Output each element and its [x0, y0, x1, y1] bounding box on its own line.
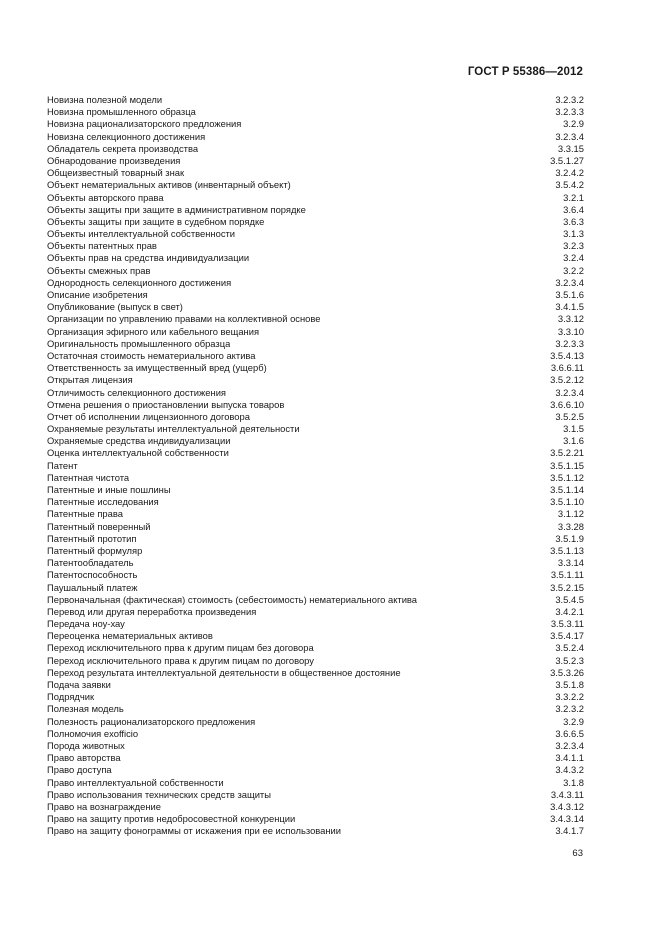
- index-entry: [47, 423, 584, 435]
- index-entry: [47, 569, 584, 581]
- page-number: 63: [572, 848, 583, 859]
- index-reference: 3.1.8: [563, 776, 584, 788]
- index-entry: [47, 521, 584, 533]
- index-reference: 3.5.2.4: [555, 642, 584, 654]
- index-reference: 3.2.3.4: [555, 386, 584, 398]
- index-reference: 3.5.1.9: [555, 532, 584, 544]
- index-entry: [47, 301, 584, 313]
- index-entry: [47, 813, 584, 825]
- index-entry: [47, 716, 584, 728]
- index-term: Объекты защиты при защите в судебном порядке: [47, 215, 265, 227]
- index-reference: 3.5.2.21: [550, 447, 584, 459]
- index-entry: [47, 228, 584, 240]
- index-entry: [47, 143, 584, 155]
- index-entry: [47, 192, 584, 204]
- index-entry: [47, 606, 584, 618]
- index-reference: 3.5.1.10: [550, 496, 584, 508]
- index-term: Объекты прав на средства индивидуализации: [47, 252, 250, 264]
- index-entry: [47, 411, 584, 423]
- index-reference: 3.5.1.11: [550, 569, 584, 581]
- index-entry: [47, 764, 584, 776]
- index-entry: [47, 642, 584, 654]
- index-entry: [47, 179, 584, 191]
- index-entry: [47, 691, 584, 703]
- index-entry: [47, 277, 584, 289]
- index-term: Патентоспособность: [47, 569, 138, 581]
- index-reference: 3.2.3.3: [555, 337, 584, 349]
- index-entry: [47, 496, 584, 508]
- index-term: Переход результата интеллектуальной деятельности в общественное достояние: [47, 666, 401, 678]
- index-entry: [47, 204, 584, 216]
- index-entry: [47, 350, 584, 362]
- index-term: Право авторства: [47, 752, 121, 764]
- index-entry: [47, 777, 584, 789]
- index-reference: 3.3.28: [557, 520, 584, 532]
- index-term: Подача заявки: [47, 679, 111, 690]
- index-term: Переход исключительного прва к другим пицам без договора: [47, 642, 314, 654]
- index-reference: 3.4.3.2: [555, 764, 584, 776]
- index-term: Передача ноу-хау: [47, 618, 125, 630]
- index-entry: [47, 155, 584, 167]
- index-reference: 3.1.6: [563, 435, 584, 447]
- index-reference: 3.3.10: [557, 325, 584, 337]
- index-reference: 3.2.3.4: [555, 739, 584, 751]
- index-entry: [47, 630, 584, 642]
- index-reference: 3.5.4.13: [550, 349, 584, 361]
- index-entry: [47, 618, 584, 630]
- index-term: Новизна рационализаторского предложения: [47, 118, 242, 130]
- index-term: Объекты защиты при защите в административном порядке: [47, 203, 306, 215]
- index-term: Новизна полезной модели: [47, 94, 163, 105]
- index-term: Порода животных: [47, 739, 125, 751]
- index-reference: 3.5.2.3: [555, 654, 584, 666]
- index-entry: [47, 679, 584, 691]
- index-reference: 3.6.6.11: [550, 362, 584, 374]
- index-entry: [47, 313, 584, 325]
- index-term: Оценка интеллектуальной собственности: [47, 447, 229, 459]
- index-term: Объекты интеллектуальной собственности: [47, 228, 236, 240]
- index-term: Право на вознаграждение: [47, 800, 161, 812]
- index-term: Общеизвестный товарный знак: [47, 167, 185, 179]
- index-reference: 3.1.3: [563, 228, 584, 240]
- index-entry: [47, 338, 584, 350]
- index-entry: [47, 825, 584, 837]
- index-reference: 3.4.3.11: [550, 788, 584, 800]
- index-reference: 3.4.1.7: [555, 825, 584, 837]
- index-term: Объект нематериальных активов (инвентарный объект): [47, 179, 291, 191]
- index-reference: 3.5.4.2: [555, 179, 584, 191]
- index-reference: 3.5.1.6: [555, 289, 584, 300]
- index-reference: 3.5.4.5: [555, 593, 584, 605]
- index-reference: 3.2.1: [563, 191, 584, 203]
- index-term: Патентные исследования: [47, 496, 159, 508]
- index-term: Объекты смежных прав: [47, 264, 151, 276]
- index-term: Право доступа: [47, 764, 112, 776]
- index-reference: 3.5.2.15: [550, 581, 584, 593]
- index-term: Отчет об исполнении лицензионного договора: [47, 410, 250, 422]
- index-entry: [47, 131, 584, 143]
- index-reference: 3.6.4: [563, 203, 584, 215]
- index-reference: 3.3.2.2: [555, 691, 584, 703]
- index-entry: [47, 740, 584, 752]
- index-term: Право на защиту против недобросовестной конкуренции: [47, 813, 296, 825]
- index-reference: 3.2.9: [563, 118, 584, 130]
- index-reference: 3.1.5: [563, 423, 584, 435]
- index-reference: 3.5.3.11: [550, 618, 584, 630]
- index-reference: 3.4.2.1: [555, 605, 584, 617]
- index-entry: [47, 594, 584, 606]
- index-reference: 3.3.15: [557, 142, 584, 154]
- index-entry: [47, 667, 584, 679]
- index-entry: [47, 582, 584, 594]
- index-entry: [47, 94, 584, 106]
- index-term: Полезность рационализаторского предложения: [47, 715, 256, 727]
- index-term: Право интеллектуальной собственности: [47, 776, 224, 788]
- index-term: Первоначальная (фактическая) стоимость (себестоимость) нематериального актива: [47, 593, 418, 605]
- index-term: Остаточная стоимость нематериального актива: [47, 349, 256, 361]
- index-term: Охраняемые результаты интеллектуальной деятельности: [47, 423, 300, 435]
- index-entry: [47, 167, 584, 179]
- index-reference: 3.4.1.1: [555, 752, 584, 764]
- index-entry: [47, 508, 584, 520]
- index-reference: 3.5.1.15: [550, 459, 584, 471]
- index-term: Новизна селекционного достижения: [47, 130, 206, 142]
- index-term: Переоценка нематериальных активов: [47, 630, 213, 642]
- index-term: Организации по управлению правами на коллективной основе: [47, 313, 321, 325]
- index-entry: [47, 240, 584, 252]
- index-reference: 3.2.4.2: [555, 167, 584, 179]
- index-term: Ответственность за имущественный вред (ущерб): [47, 362, 267, 374]
- index-entry: [47, 435, 584, 447]
- index-entry: [47, 655, 584, 667]
- index-entry: [47, 484, 584, 496]
- index-reference: 3.3.12: [557, 313, 584, 325]
- index-term: Патентная чистота: [47, 471, 130, 483]
- index-entry: [47, 106, 584, 118]
- index-term: Патентный поверенный: [47, 520, 151, 532]
- index-term: Организация эфирного или кабельного вещания: [47, 325, 260, 337]
- index-entry: [47, 289, 584, 301]
- index-entry: [47, 362, 584, 374]
- index-term: Открытая лицензия: [47, 374, 133, 386]
- index-entry: [47, 703, 584, 715]
- index-term: Патентные и иные пошлины: [47, 484, 171, 495]
- index-entry: [47, 387, 584, 399]
- index-term: Патентный прототип: [47, 532, 137, 544]
- index-entry: [47, 252, 584, 264]
- index-term: Перевод или другая переработка произведения: [47, 605, 257, 617]
- index-reference: 3.2.3.3: [555, 106, 584, 118]
- subject-index-list: [47, 94, 584, 837]
- index-reference: 3.5.4.17: [550, 630, 584, 642]
- index-reference: 3.5.1.8: [555, 679, 584, 690]
- index-reference: 3.2.3.4: [555, 130, 584, 142]
- index-term: Новизна промышленного образца: [47, 106, 196, 118]
- index-term: Отличимость селекционного достижения: [47, 386, 227, 398]
- index-reference: 3.2.3: [563, 240, 584, 252]
- index-term: Оригинальность промышленного образца: [47, 337, 231, 349]
- index-term: Отмена решения о приостановлении выпуска товаров: [47, 398, 285, 410]
- index-reference: 3.2.3.4: [555, 276, 584, 288]
- index-reference: 3.5.2.12: [550, 374, 584, 386]
- index-entry: [47, 326, 584, 338]
- index-reference: 3.5.1.12: [550, 471, 584, 483]
- index-entry: [47, 789, 584, 801]
- index-reference: 3.6.6.5: [555, 727, 584, 739]
- index-entry: [47, 399, 584, 411]
- index-term: Патентные права: [47, 508, 123, 520]
- index-entry: [47, 728, 584, 740]
- index-term: Паушальный платеж: [47, 581, 138, 593]
- index-reference: 3.5.1.14: [550, 484, 584, 495]
- index-term: Обнародование произведения: [47, 154, 181, 166]
- index-entry: [47, 801, 584, 813]
- index-reference: 3.5.2.5: [555, 410, 584, 422]
- document-header: ГОСТ Р 55386—2012: [467, 66, 583, 78]
- index-term: Право на защиту фонограммы от искажения при ее использовании: [47, 825, 342, 837]
- index-reference: 3.2.2: [563, 264, 584, 276]
- index-term: Однородность селекционного достижения: [47, 276, 232, 288]
- index-reference: 3.3.14: [557, 557, 584, 569]
- index-reference: 3.1.12: [557, 508, 584, 520]
- index-reference: 3.5.1.27: [550, 154, 584, 166]
- index-term: Патент: [47, 459, 78, 471]
- index-term: Охраняемые средства индивидуализации: [47, 435, 231, 447]
- index-term: Полезная модель: [47, 703, 124, 715]
- index-reference: 3.5.3.26: [550, 666, 584, 678]
- index-entry: [47, 557, 584, 569]
- index-reference: 3.6.6.10: [550, 398, 584, 410]
- index-term: Патентный формуляр: [47, 544, 143, 556]
- index-term: Обладатель секрета производства: [47, 142, 199, 154]
- index-entry: [47, 545, 584, 557]
- index-term: Описание изобретения: [47, 289, 148, 300]
- index-entry: [47, 460, 584, 472]
- index-entry: [47, 216, 584, 228]
- index-reference: 3.4.1.5: [555, 301, 584, 313]
- index-term: Патентообладатель: [47, 557, 134, 569]
- index-term: Объекты патентных прав: [47, 240, 157, 252]
- index-reference: 3.6.3: [563, 215, 584, 227]
- index-reference: 3.2.4: [563, 252, 584, 264]
- index-term: Объекты авторского права: [47, 191, 164, 203]
- index-reference: 3.2.3.2: [555, 94, 584, 105]
- index-entry: [47, 374, 584, 386]
- index-entry: [47, 472, 584, 484]
- index-reference: 3.5.1.13: [550, 544, 584, 556]
- index-term: Переход исключительного права к другим пицам по договору: [47, 654, 314, 666]
- index-term: Подрядчик: [47, 691, 95, 703]
- index-reference: 3.2.3.2: [555, 703, 584, 715]
- index-term: Право использования технических средств защиты: [47, 788, 271, 800]
- index-term: Полномочия exofficio: [47, 727, 139, 739]
- index-reference: 3.2.9: [563, 715, 584, 727]
- index-entry: [47, 447, 584, 459]
- index-entry: [47, 118, 584, 130]
- index-reference: 3.4.3.12: [550, 800, 584, 812]
- index-entry: [47, 752, 584, 764]
- index-reference: 3.4.3.14: [550, 813, 584, 825]
- index-entry: [47, 265, 584, 277]
- index-entry: [47, 533, 584, 545]
- index-term: Опубликование (выпуск в свет): [47, 301, 183, 313]
